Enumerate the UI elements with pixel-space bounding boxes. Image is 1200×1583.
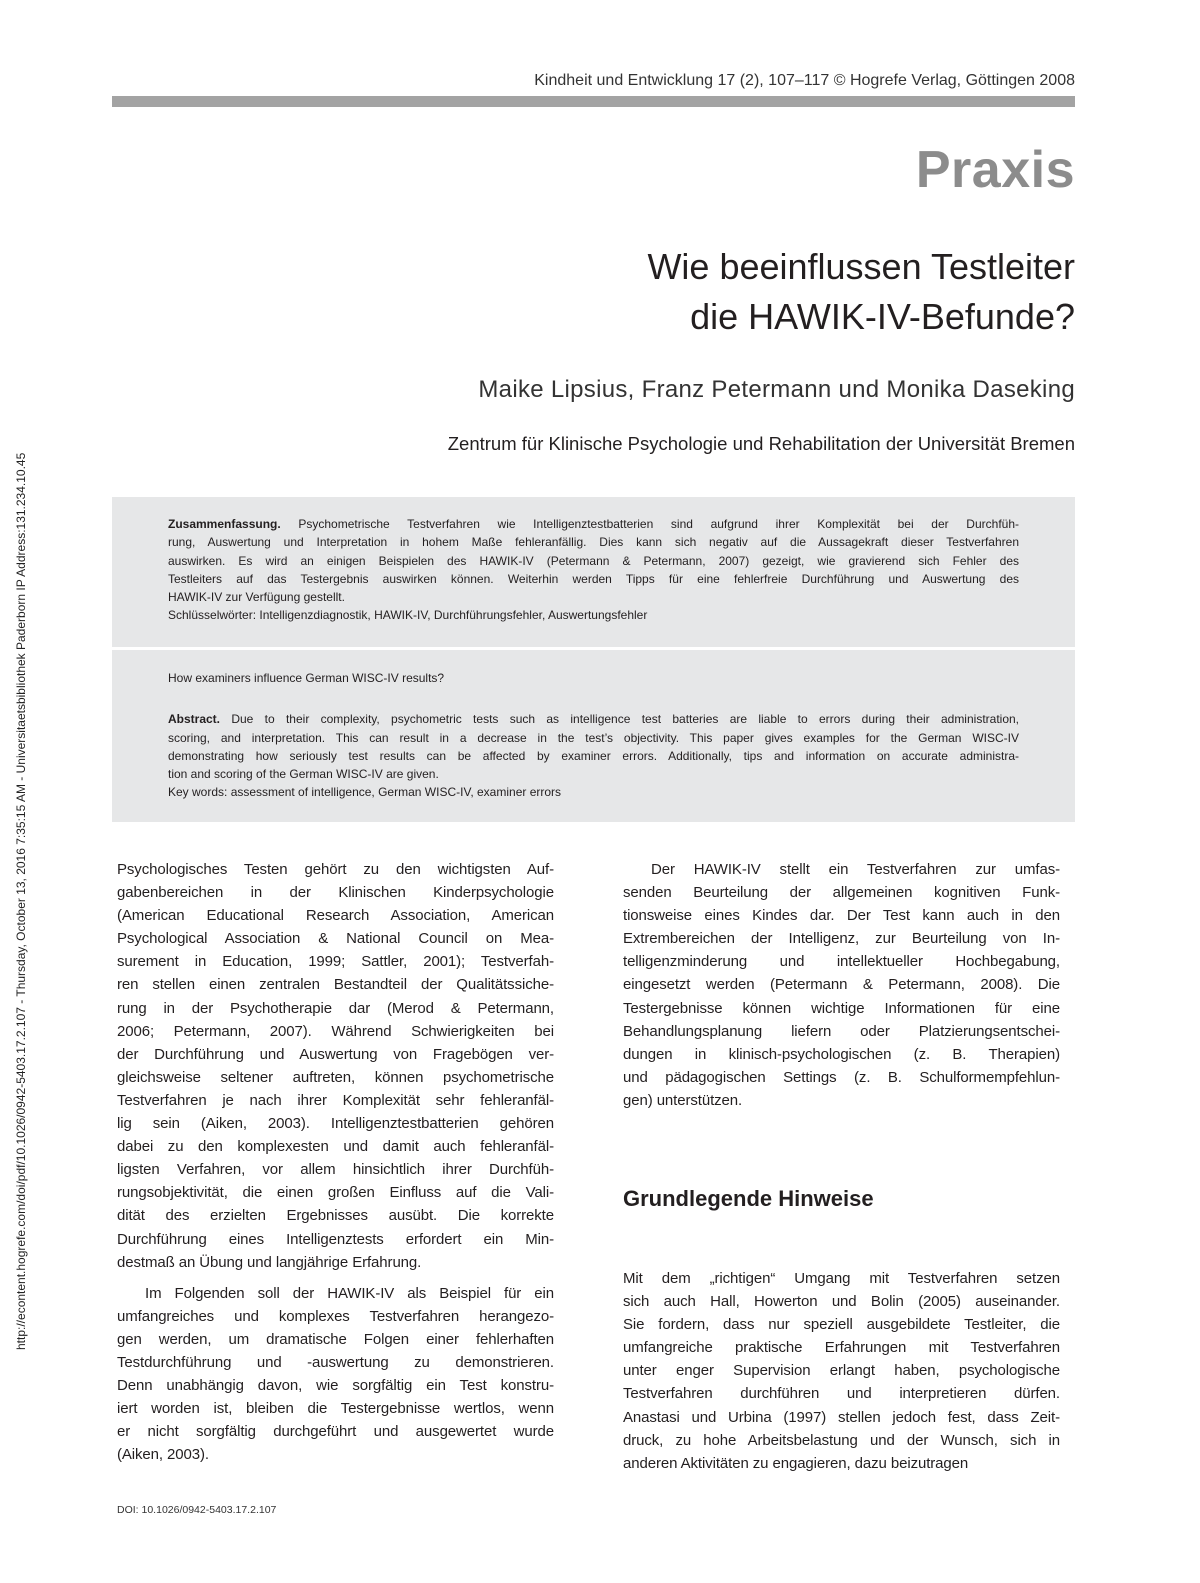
body-column-right-bottom <box>623 1267 1060 1483</box>
journal-citation: Kindheit und Entwicklung 17 (2), 107–117 © Hogrefe Verlag, Göttingen 2008 <box>534 72 1075 89</box>
text-line: druck, zu hohe Arbeitsbelastung und der Wunsch, sich in <box>623 1431 1060 1449</box>
text-line: destmaß an Übung und langjährige Erfahrung. <box>117 1253 422 1271</box>
affiliation: Zentrum für Klinische Psychologie und Rehabilitation der Universität Bremen <box>447 433 1075 454</box>
text-line: Denn unabhängig davon, wie sorgfältig ein Test konstru- <box>117 1377 554 1395</box>
abstract-line <box>168 533 1019 551</box>
text-line: senden Beurteilung der allgemeinen kognitiven Funk- <box>623 884 1060 902</box>
text-line: Testergebnisse können wichtige Informationen für eine <box>623 999 1060 1017</box>
text-line: (Aiken, 2003). <box>117 1446 209 1464</box>
section-label: Praxis <box>915 141 1075 199</box>
text-line: dabei zu den komplexesten und damit auch fehleranfäl- <box>117 1138 554 1156</box>
abstract-text: scoring, and interpretation. This can result in a decrease in the test’s objectivity. This paper gives examples for the German WISC-IV <box>168 730 1019 745</box>
section-heading: Grundlegende Hinweise <box>623 1186 874 1211</box>
abstract-text: tion and scoring of the German WISC-IV are given. <box>168 767 439 782</box>
text-line: der Durchführung und Auswertung von Fragebögen ver- <box>117 1045 554 1063</box>
abstract-label: Zusammenfassung. <box>168 517 281 531</box>
abstract-line <box>168 765 1019 783</box>
text-line: sich auch Hall, Howerton und Bolin (2005) auseinander. <box>623 1293 1060 1311</box>
abstract-line <box>168 729 1019 747</box>
doi-footer: DOI: 10.1026/0942-5403.17.2.107 <box>117 1504 277 1516</box>
text-line: Testverfahren je nach ihrer Komplexität sehr fehleranfäl- <box>117 1091 554 1109</box>
abstract-label: Abstract. <box>168 712 221 727</box>
authors: Maike Lipsius, Franz Petermann und Monika Daseking <box>478 376 1075 403</box>
abstract-text: Testleiters auf das Testergebnis auswirken können. Weiterhin werden Tipps für eine fehlerfreie Durchführung und Auswertung des <box>168 571 1019 586</box>
text-line: telligenzminderung und intellektueller Hochbegabung, <box>623 953 1060 971</box>
text-line: umfangreiche praktische Erfahrungen mit Testverfahren <box>623 1339 1060 1357</box>
abstract-line <box>168 588 1019 606</box>
abstract-text: demonstrating how seriously test results can be affected by examiner errors. Additionally, tips and information on accurate administra- <box>168 748 1019 763</box>
text-line: ren stellen einen zentralen Bestandteil der Qualitätssiche- <box>117 976 554 994</box>
text-line: Im Folgenden soll der HAWIK-IV als Beispiel für ein <box>145 1284 554 1302</box>
text-line: anderen Aktivitäten zu engagieren, dazu beizutragen <box>623 1454 969 1472</box>
paragraph <box>623 858 1060 1112</box>
paragraph <box>623 1267 1060 1475</box>
text-line: unter enger Supervision erlangt haben, psychologische <box>623 1362 1060 1380</box>
text-line: Mit dem „richtigen“ Umgang mit Testverfahren setzen <box>623 1270 1060 1287</box>
text-line: gabenbereichen in der Klinischen Kinderpsychologie <box>117 884 554 902</box>
text-line: tionsweise eines Kindes dar. Der Test kann auch in den <box>623 907 1060 925</box>
text-line: umfangreiches und komplexes Testverfahren herangezo- <box>117 1307 554 1325</box>
article-title-line-2: die HAWIK-IV-Befunde? <box>690 296 1075 337</box>
abstract-line <box>168 552 1019 570</box>
text-line: (American Educational Research Association, American <box>117 907 554 925</box>
text-line: iert worden ist, bleiben die Testergebnisse wertlos, wenn <box>117 1400 554 1418</box>
text-line: Psychological Association & National Council on Mea- <box>117 930 554 948</box>
text-line: 2006; Petermann, 2007). Während Schwierigkeiten bei <box>117 1022 554 1040</box>
keywords: Key words: assessment of intelligence, German WISC-IV, examiner errors <box>168 785 562 800</box>
text-line: rungsobjektivität, die einen großen Einfluss auf die Vali- <box>117 1184 554 1202</box>
abstract-german <box>112 497 1075 647</box>
text-line: Testverfahren durchführen und interpretieren dürfen. <box>623 1385 1060 1403</box>
text-line: gen) unterstützen. <box>623 1091 743 1109</box>
abstract-text: auswirken. Es wird an einigen Beispielen des HAWIK-IV (Petermann & Petermann, 2007) gezeigt, wie gravierend sich Fehler des <box>168 553 1019 568</box>
abstract-line <box>168 710 1019 728</box>
header-rule <box>112 96 1075 107</box>
text-line: Psychologisches Testen gehört zu den wichtigsten Auf- <box>117 861 554 878</box>
text-line: Extrembereichen der Intelligenz, zur Beurteilung von In- <box>623 930 1060 948</box>
abstract-line <box>168 747 1019 765</box>
text-line: er nicht sorgfältig durchgeführt und ausgewertet wurde <box>117 1423 554 1441</box>
paragraph <box>117 1282 554 1467</box>
text-line: gleichsweise seltener auftreten, können psychometrische <box>117 1068 554 1086</box>
text-line: dität des erzielten Ergebnisses ausübt. Die korrekte <box>117 1207 554 1225</box>
abstract-line <box>168 570 1019 588</box>
abstract-line <box>168 515 1019 533</box>
keywords: Schlüsselwörter: Intelligenzdiagnostik, HAWIK-IV, Durchführungsfehler, Auswertungsfehler <box>168 608 648 623</box>
text-line: lig sein (Aiken, 2003). Intelligenztestbatterien gehören <box>117 1115 554 1133</box>
paragraph <box>117 858 554 1274</box>
text-line: Testdurchführung und -auswertung zu demonstrieren. <box>117 1353 554 1371</box>
text-line: eingesetzt werden (Petermann & Petermann, 2008). Die <box>623 976 1060 994</box>
text-line: Behandlungsplanung liefern oder Platzierungsentschei- <box>623 1022 1060 1040</box>
text-line: Anastasi und Urbina (1997) stellen jedoch fest, dass Zeit- <box>623 1408 1060 1426</box>
abstract-text: rung, Auswertung und Interpretation in hohem Maße fehleranfällig. Dies kann sich negativ auf die Aussagekraft dieser Testverfahren <box>168 535 1019 550</box>
text-line: gen werden, um dramatische Folgen einer fehlerhaften <box>117 1330 554 1348</box>
text-line: Der HAWIK-IV stellt ein Testverfahren zur umfas- <box>651 861 1060 878</box>
text-line: ligsten Verfahren, vor allem hinsichtlich ihrer Durchfüh- <box>117 1161 554 1179</box>
text-line: rung in der Psychotherapie dar (Merod & Petermann, <box>117 999 554 1017</box>
text-line: und pädagogischen Settings (z. B. Schulformempfehlun- <box>623 1068 1060 1086</box>
text-line: Sie fordern, dass nur speziell ausgebildete Testleiter, die <box>623 1316 1060 1334</box>
text-line: dungen in klinisch-psychologischen (z. B. Therapien) <box>623 1045 1060 1063</box>
abstract-english <box>112 650 1075 822</box>
body-column-left <box>117 858 554 1474</box>
article-title-line-1: Wie beeinflussen Testleiter <box>647 246 1075 287</box>
text-line: surement in Education, 1999; Sattler, 2001); Testverfah- <box>117 953 554 971</box>
abstract-text: Psychometrische Testverfahren wie Intelligenztestbatterien sind aufgrund ihrer Komplexität bei der Durchfüh- <box>280 517 1019 531</box>
abstract-text: HAWIK-IV zur Verfügung gestellt. <box>168 590 345 605</box>
download-stamp: http://econtent.hogrefe.com/doi/pdf/10.1026/0942-5403.17.2.107 - Thursday, October 13, 2016 7:35:15 AM - Universitaetsbibliothek Paderborn IP Address:131.234.10.45 <box>14 452 28 1350</box>
abstract-text: Due to their complexity, psychometric tests such as intelligence test batteries are liable to errors during their administration, <box>220 712 1019 727</box>
text-line: Durchführung eines Intelligenztests erfordert ein Min- <box>117 1230 554 1248</box>
english-title: How examiners influence German WISC-IV results? <box>168 671 445 685</box>
body-column-right-top <box>623 858 1060 1120</box>
